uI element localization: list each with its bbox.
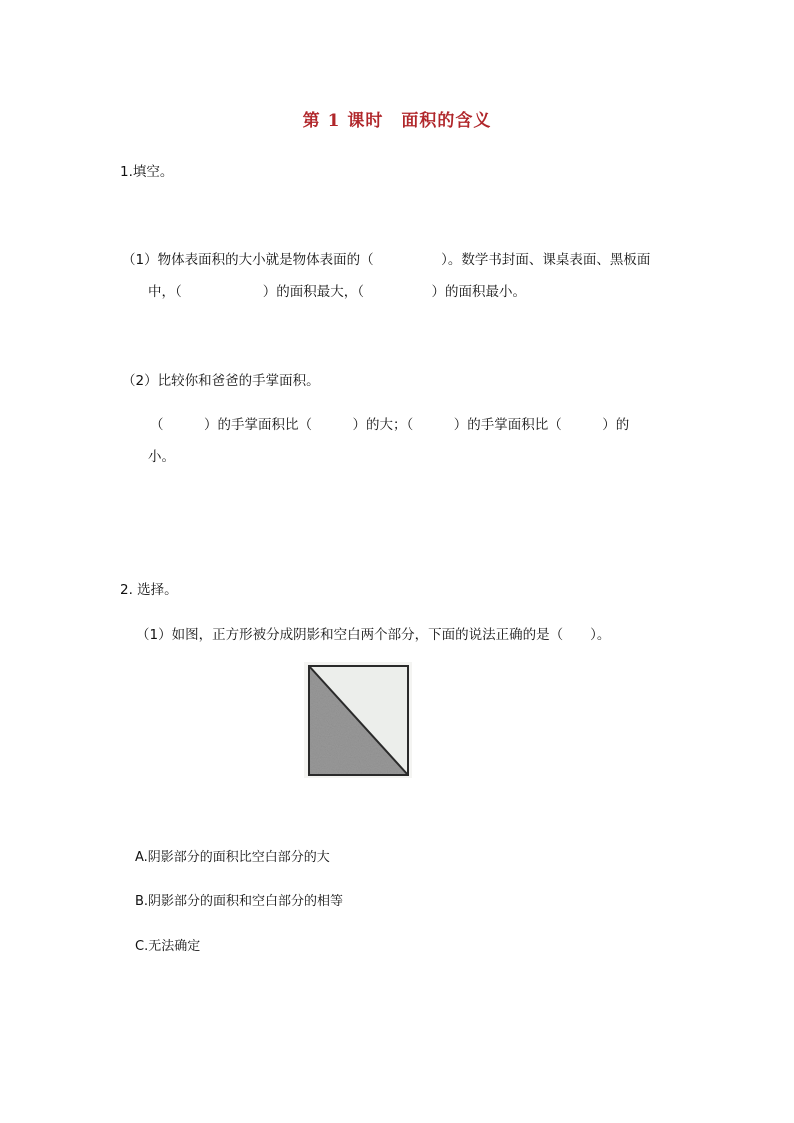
option-c: C.无法确定 bbox=[135, 939, 201, 954]
option-b: B.阴影部分的面积和空白部分的相等 bbox=[135, 894, 344, 909]
page-title: 第 1 课时 面积的含义 bbox=[302, 111, 492, 131]
square-diagram bbox=[304, 662, 412, 778]
q1-part1-line1: （1）物体表面积的大小就是物体表面的（ ）。数学书封面、课桌表面、黑板面 bbox=[122, 252, 651, 268]
q1-part1-line2: 中，（ ）的面积最大，（ ）的面积最小。 bbox=[148, 284, 526, 300]
question-2-heading: 2. 选择。 bbox=[120, 582, 178, 598]
q2-part1-text: （1）如图，正方形被分成阴影和空白两个部分，下面的说法正确的是（ ）。 bbox=[136, 627, 611, 643]
q1-part2-line1: （ ）的手掌面积比（ ）的大；（ ）的手掌面积比（ ）的 bbox=[150, 417, 630, 433]
question-1-heading: 1.填空。 bbox=[120, 164, 174, 180]
option-a: A.阴影部分的面积比空白部分的大 bbox=[135, 850, 330, 865]
q1-part2-heading: （2）比较你和爸爸的手掌面积。 bbox=[122, 373, 320, 389]
square-figure bbox=[304, 662, 412, 778]
q1-part2-line2: 小。 bbox=[148, 449, 175, 465]
